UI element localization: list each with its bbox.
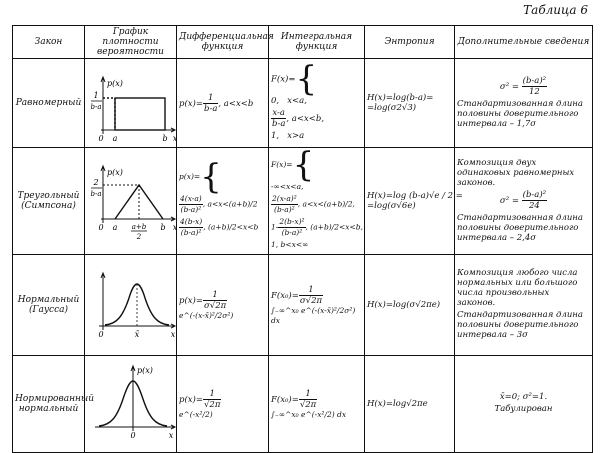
table-row — [13, 148, 593, 255]
b-label: b — [162, 134, 168, 143]
origin-label: 0 — [130, 431, 136, 440]
case-num: x-a — [272, 107, 285, 118]
header-extra: Дополнительные сведения — [455, 26, 593, 59]
diff-exponent: e^(-x²/2) — [179, 409, 213, 419]
extra-text: Табулирован — [494, 404, 553, 414]
integral-lhs: F(x)= — [271, 160, 293, 169]
diff-lhs: p(x)= — [179, 98, 203, 109]
entropy-line: H(x)=log√2πe — [367, 399, 428, 409]
case-den: (b-a)² — [281, 228, 303, 237]
integral-lhs: F(x)= — [271, 74, 296, 84]
case-condition: x<a, — [287, 95, 307, 106]
diff-num: 1 — [203, 290, 227, 301]
extra-info — [455, 356, 593, 453]
extra-info — [455, 255, 593, 356]
law-name: Нормированный нормальный — [13, 356, 85, 453]
integral-den: σ√2π — [299, 295, 323, 306]
extra-info — [455, 59, 593, 148]
header-integral: Интегральная функция — [269, 26, 365, 59]
y-tick-denominator: b-a — [90, 190, 102, 198]
entropy-line: =log(σ2√3) — [367, 103, 417, 113]
header-graph: График плотности вероятности — [85, 26, 177, 59]
case-condition: -∞<x<a, — [271, 182, 304, 191]
case-condition: 1, b<x<∞ — [271, 240, 309, 249]
diff-num: 1 — [203, 389, 221, 400]
origin-label: 0 — [98, 330, 104, 339]
diff-function — [177, 356, 269, 453]
diff-lhs: p(x)= — [179, 394, 203, 405]
case-condition: , (a+b)/2<x<b, — [305, 222, 363, 232]
header-row — [13, 26, 593, 59]
extra-text: Стандартизованная длина половины доверительного интервала – 1,7σ — [457, 98, 583, 129]
a-label: a — [112, 223, 118, 232]
entropy — [365, 59, 455, 148]
case-prefix: 1- — [271, 222, 279, 232]
x-label: x — [172, 223, 178, 232]
entropy — [365, 255, 455, 356]
integral-expression: ∫₋∞^x₀ e^(-x²/2) dx — [271, 409, 347, 419]
header-entropy: Энтропия — [365, 26, 455, 59]
extra-formula-num: (b-a)² — [522, 189, 547, 200]
diff-den: σ√2π — [204, 300, 227, 311]
integral-expression: ∫₋∞^x₀ e^(-(x-x̄)²/2σ²) dx — [271, 305, 356, 325]
case-num: 4(x-a) — [180, 194, 202, 203]
integral-function: F(x)={ 0, x<a, $\frac{x-a}{b-a}$ , a<x<b, 1, x>a — [269, 59, 365, 148]
midpoint-den: 2 — [136, 233, 142, 241]
case-condition: , a<x<(a+b)/2, — [297, 199, 355, 209]
entropy — [365, 356, 455, 453]
case-num: 2(b-x)² — [279, 217, 305, 226]
law-name: Равномерный — [13, 59, 85, 148]
header-diff: Дифференциальная функция — [177, 26, 269, 59]
density-graph — [85, 148, 177, 255]
y-tick-label: 2 — [93, 178, 99, 187]
extra-formula-num: (b-a)² — [522, 75, 547, 86]
case-condition: , a<x<(a+b)/2 — [202, 199, 258, 209]
density-graph — [85, 59, 177, 148]
density-graph — [85, 255, 177, 356]
case-den: b-a — [272, 118, 286, 129]
extra-text: Стандартизованная длина половины доверительного интервала – 2,4σ — [457, 212, 583, 243]
entropy — [365, 148, 463, 255]
x-label: x — [172, 134, 178, 143]
integral-num: 1 — [299, 389, 317, 400]
extra-text: Композиция двух одинаковых равномерных законов. — [457, 157, 575, 188]
diff-den: b-a — [204, 103, 218, 114]
table-row — [13, 356, 593, 453]
distribution-table — [12, 25, 593, 453]
extra-info — [455, 148, 593, 255]
integral-function: F(x)={ -∞<x<a, $\frac{\text{2(x-a)²}}{\text{(b-a)²}}$ , a<x<(a+b)/2, 1- $\frac{\text{2(b-x)²}}{\text{(b-a)²}}$ , (a+b)/2<x<b, 1, b<x<∞ — [269, 148, 365, 255]
table-row — [13, 59, 593, 148]
mean-label: x̄ — [134, 330, 140, 339]
diff-cond: , a<x<b — [218, 98, 254, 109]
x-label: x — [170, 330, 176, 339]
law-name: Треугольный (Симпсона) — [13, 148, 85, 255]
table-row — [13, 255, 593, 356]
extra-formula-den: 24 — [528, 200, 540, 211]
px-label: p(x) — [107, 168, 123, 177]
integral-lhs: F(x₀)= — [271, 394, 299, 405]
extra-text: x̄=0; σ²=1. — [499, 392, 548, 402]
case-condition: , a<x<b, — [286, 113, 325, 124]
case-condition: , (a+b)/2<x<b — [203, 222, 259, 232]
diff-lhs: p(x)= — [179, 172, 201, 181]
extra-formula-lhs: σ² = — [499, 81, 519, 92]
extra-text: Композиция любого числа нормальных или большого числа произвольных законов. — [457, 268, 578, 308]
diff-lhs: p(x)= — [179, 295, 203, 306]
integral-function — [269, 356, 365, 453]
entropy-line: =log(σ√6e) — [367, 201, 416, 211]
case-den: (b-a)² — [274, 205, 295, 214]
diff-function — [177, 59, 269, 148]
case-condition: x>a — [287, 130, 305, 141]
a-label: a — [112, 134, 118, 143]
law-name: Нормальный (Гаусса) — [13, 255, 85, 356]
entropy-line: H(x)=log(b-a)= — [367, 93, 434, 103]
case-num: 4(b-x) — [180, 217, 203, 226]
entropy-line: H(x)=log (b-a)√e / 2 = — [367, 191, 463, 201]
b-label: b — [160, 223, 166, 232]
extra-formula-lhs: σ² = — [499, 195, 519, 206]
origin-label: 0 — [98, 134, 104, 143]
y-tick-label: 1 — [93, 91, 99, 100]
extra-formula-den: 12 — [528, 86, 540, 97]
density-graph — [85, 356, 177, 453]
diff-num: 1 — [203, 93, 218, 104]
integral-num: 1 — [299, 285, 323, 296]
diff-function — [177, 255, 269, 356]
integral-lhs: F(x₀)= — [271, 290, 299, 301]
x-label: x — [168, 431, 174, 440]
case-den: (b-a)² — [180, 228, 202, 237]
diff-den: √2π — [204, 399, 221, 410]
header-law: Закон — [13, 26, 85, 59]
diff-function: p(x)={ $\frac{4(x-a)}{\text{(b-a)²}}$ , a<x<(a+b)/2 $\frac{4(b-x)}{\text{(b-a)²}}$ , (a+b)/2<x<b — [177, 148, 269, 255]
case-value: 1, — [271, 130, 280, 141]
integral-den: √2π — [299, 399, 317, 410]
diff-exponent: e^(-(x-x̄)²/2σ²) — [179, 310, 234, 320]
case-num: 2(x-a)² — [272, 194, 297, 203]
extra-text: Стандартизованная длина половины доверительного интервала – 3σ — [457, 310, 583, 340]
origin-label: 0 — [98, 223, 104, 232]
integral-function — [269, 255, 365, 356]
y-tick-denominator: b-a — [90, 103, 102, 111]
table-caption: Таблица 6 — [523, 3, 588, 17]
px-label: p(x) — [137, 366, 153, 375]
entropy-line: H(x)=log(σ√2πe) — [367, 300, 441, 310]
midpoint-num: a+b — [131, 223, 147, 231]
case-value: 0, — [271, 95, 280, 106]
px-label: p(x) — [107, 79, 123, 88]
case-den: (b-a)² — [180, 205, 202, 214]
